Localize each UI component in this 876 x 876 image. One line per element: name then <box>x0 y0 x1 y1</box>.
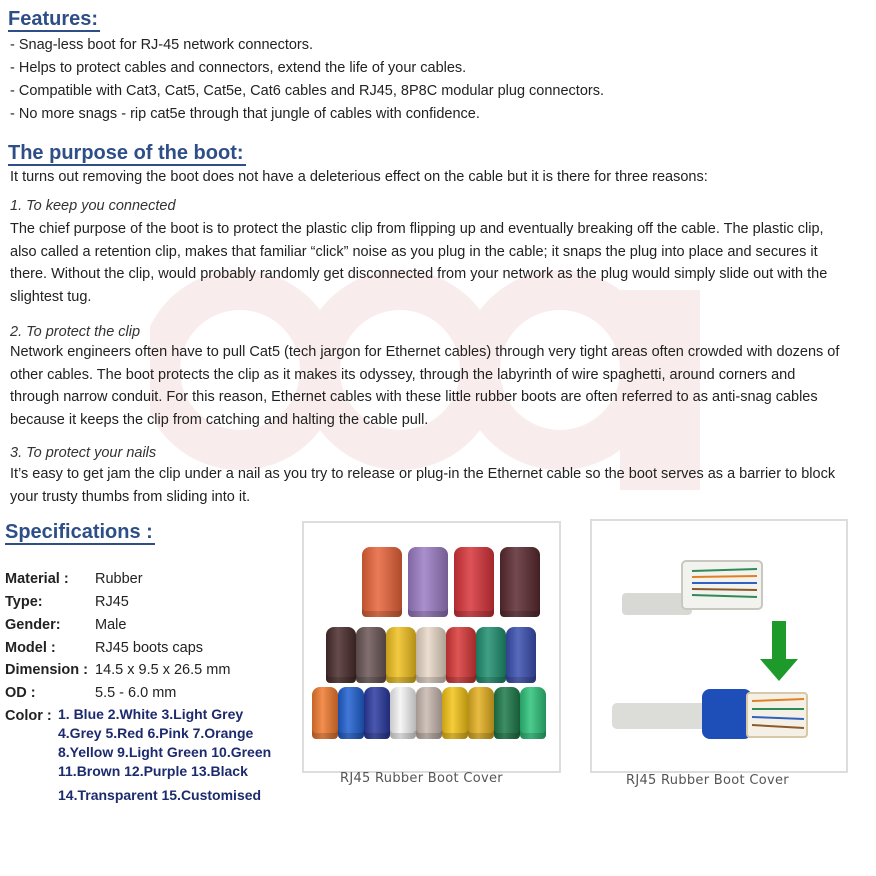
rubber-boot <box>476 627 506 683</box>
feature-item: - No more snags - rip cat5e through that jungle of cables with confidence. <box>10 106 480 122</box>
spec-row-model <box>5 639 203 657</box>
spec-row-gender <box>5 616 126 634</box>
rubber-boot <box>442 687 468 739</box>
color-line: 1. Blue 2.White 3.Light Grey <box>58 706 244 722</box>
spec-value: RJ45 boots caps <box>95 640 204 656</box>
spec-value: 5.5 - 6.0 mm <box>95 685 177 701</box>
rubber-boot <box>416 627 446 683</box>
rj45-connector-illustration <box>592 521 846 771</box>
reason-text: It’s easy to get jam the clip under a nail as you try to release or plug-in the Ethernet cable so the boot serves as a barrier to block your trusty thumbs from sliding into it. <box>10 466 836 505</box>
connector-photo <box>590 519 848 773</box>
color-line: 14.Transparent 15.Customised <box>58 787 262 803</box>
rubber-boot <box>468 687 494 739</box>
rubber-boot <box>520 687 546 739</box>
reason-title: 1. To keep you connected <box>10 198 176 214</box>
rubber-boot <box>454 547 494 617</box>
rubber-boot <box>338 687 364 739</box>
photo-caption: RJ45 Rubber Boot Cover <box>340 771 503 786</box>
rubber-boot <box>312 687 338 739</box>
reason-text: The chief purpose of the boot is to protect the plastic clip from flipping up and eventually breaking off the cable. The plastic clip, also called a retention clip, makes that familiar “click” noise as you plug in the cable; it snaps the plug into place and secures it there. Without the clip, would probably randomly get disconnected from your network as the plug would simply slide out with the slightest tug. <box>10 221 828 305</box>
rubber-boot <box>506 627 536 683</box>
spec-key: OD : <box>5 685 36 701</box>
rubber-boot <box>362 547 402 617</box>
rubber-boot <box>416 687 442 739</box>
spec-value: Rubber <box>95 571 143 587</box>
rubber-boot <box>364 687 390 739</box>
spec-key: Type: <box>5 594 43 610</box>
features-heading: Features: <box>8 8 99 30</box>
spec-key: Dimension : <box>5 662 88 678</box>
feature-item: - Helps to protect cables and connectors, extend the life of your cables. <box>10 60 467 76</box>
rubber-boot <box>356 627 386 683</box>
color-line: 8.Yellow 9.Light Green 10.Green <box>58 744 272 760</box>
color-line: 11.Brown 12.Purple 13.Black <box>58 763 248 779</box>
feature-item: - Compatible with Cat3, Cat5, Cat5e, Cat6 cables and RJ45, 8P8C modular plug connectors. <box>10 83 605 99</box>
spec-row-material <box>5 570 143 588</box>
reason-title: 3. To protect your nails <box>10 445 157 461</box>
spec-row-type <box>5 593 129 611</box>
rubber-boot <box>386 627 416 683</box>
rubber-boot <box>326 627 356 683</box>
boots-photo <box>302 521 561 773</box>
reason-text: Network engineers often have to pull Cat5 (tech jargon for Ethernet cables) through very tight areas often crowded with dozens of other cables. The boot protects the clip as it makes its odyssey, through the labyrinth of wire spaghetti, around corners and through narrow conduit. For this reason, Ethernet cables with these little rubber boots are often referred to as anti-snag cables because it keeps the clip from catching and halting the cable pull. <box>10 344 840 428</box>
photo-caption: RJ45 Rubber Boot Cover <box>626 773 789 788</box>
spec-key: Material : <box>5 571 69 587</box>
rubber-boot <box>500 547 540 617</box>
purpose-heading: The purpose of the boot: <box>8 142 244 164</box>
spec-value: Male <box>95 617 127 633</box>
color-line: 4.Grey 5.Red 6.Pink 7.Orange <box>58 725 254 741</box>
rubber-boot <box>494 687 520 739</box>
rubber-boot <box>408 547 448 617</box>
specifications-heading: Specifications : <box>5 521 153 543</box>
spec-key: Model : <box>5 640 56 656</box>
spec-value: RJ45 <box>95 594 129 610</box>
feature-item: - Snag-less boot for RJ-45 network connectors. <box>10 37 314 53</box>
spec-value: 14.5 x 9.5 x 26.5 mm <box>95 662 231 678</box>
spec-row-od <box>5 684 176 702</box>
color-key: Color : <box>5 708 52 724</box>
purpose-intro: It turns out removing the boot does not have a deleterious effect on the cable but it is there for three reasons: <box>10 169 708 185</box>
rubber-boot <box>446 627 476 683</box>
spec-row-dimension <box>5 661 230 679</box>
reason-title: 2. To protect the clip <box>10 324 141 340</box>
rubber-boot <box>390 687 416 739</box>
spec-key: Gender: <box>5 617 61 633</box>
